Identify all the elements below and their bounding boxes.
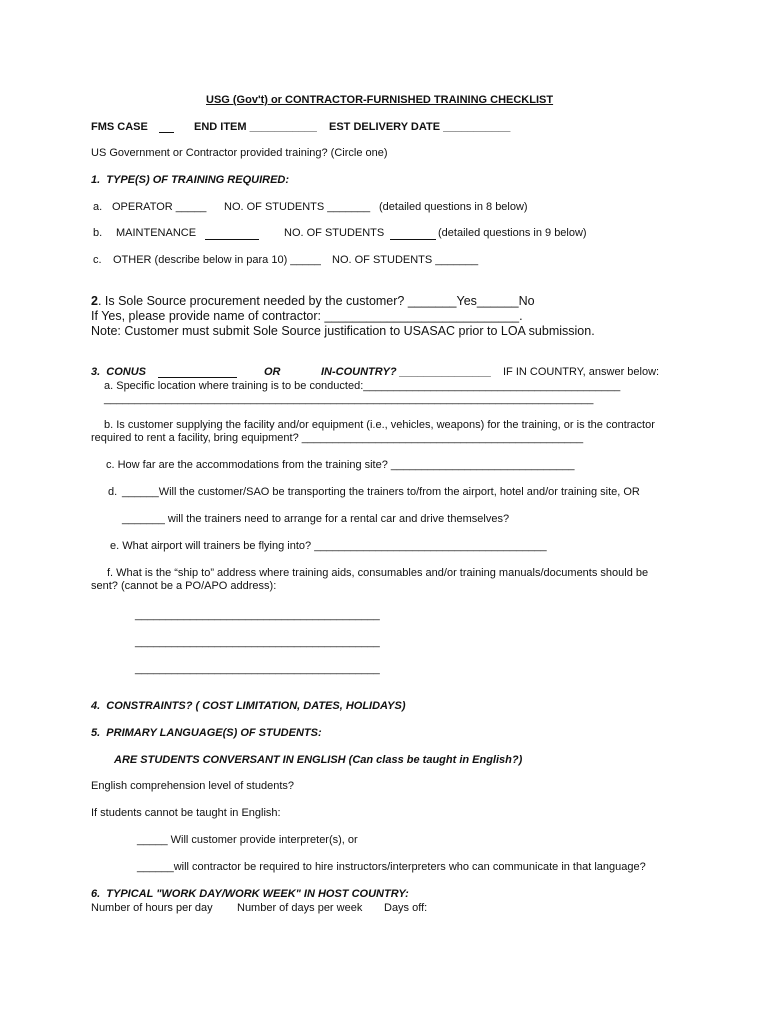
section-3-conus: 3. CONUS (91, 366, 147, 378)
days-per-week-label: Number of days per week (237, 902, 363, 914)
section-6-heading: 6. TYPICAL "WORK DAY/WORK WEEK" IN HOST COUNTRY: (91, 888, 409, 900)
fms-case-label: FMS CASE (91, 121, 148, 133)
facility-question-line1: b. Is customer supplying the facility and/or equipment (i.e., vehicles, weapons) for the training, or is the contractor (104, 419, 655, 431)
ship-to-question-line2: sent? (cannot be a PO/APO address): (91, 580, 277, 592)
item-c-letter: c. (93, 254, 102, 266)
no-english-question: If students cannot be taught in English: (91, 807, 281, 819)
section-3-ifin: IF IN COUNTRY, answer below: (503, 366, 660, 378)
hire-instructors-option[interactable]: ______will contractor be required to hire instructors/interpreters who can communicate in that language? (137, 861, 646, 873)
rental-car-option[interactable]: _______ will the trainers need to arrange for a rental car and drive themselves? (122, 513, 510, 525)
operator-note: (detailed questions in 8 below) (379, 201, 528, 213)
other-students-field[interactable]: NO. OF STUDENTS _______ (332, 254, 479, 266)
intro-question: US Government or Contractor provided training? (Circle one) (91, 147, 388, 159)
conus-field[interactable] (158, 377, 237, 378)
section-2-number: 2 (91, 294, 98, 308)
training-location-continued[interactable]: ________________________________________________________________________________ (104, 393, 594, 405)
ship-to-question-line1: f. What is the “ship to” address where training aids, consumables and/or training manuals/documents should be (107, 567, 649, 579)
section-5-heading: 5. PRIMARY LANGUAGE(S) OF STUDENTS: (91, 727, 322, 739)
operator-option[interactable]: OPERATOR _____ (112, 201, 207, 213)
section-2-question (91, 294, 535, 309)
item-b-letter: b. (93, 227, 103, 239)
section-1-heading: 1. TYPE(S) OF TRAINING REQUIRED: (91, 174, 290, 186)
maintenance-option[interactable]: MAINTENANCE (116, 227, 197, 239)
section-4-heading: 4. CONSTRAINTS? ( COST LIMITATION, DATES, HOLIDAYS) (91, 700, 406, 712)
contractor-name-field[interactable]: If Yes, please provide name of contractor: ____________________________. (91, 309, 523, 323)
english-conversant-question: ARE STUDENTS CONVERSANT IN ENGLISH (Can class be taught in English?) (114, 754, 523, 766)
maintenance-students-field[interactable] (390, 239, 436, 240)
hours-per-day-label: Number of hours per day (91, 902, 213, 914)
document-title: USG (Gov't) or CONTRACTOR-FURNISHED TRAINING CHECKLIST (206, 94, 554, 106)
maintenance-field[interactable] (205, 239, 259, 240)
facility-question-field[interactable]: required to rent a facility, bring equipment? ______________________________________________ (91, 432, 584, 444)
accommodations-distance-field[interactable]: c. How far are the accommodations from the training site? ______________________________ (106, 459, 575, 471)
interpreter-option[interactable]: _____ Will customer provide interpreter(s), or (137, 834, 358, 846)
sole-source-note: Note: Customer must submit Sole Source justification to USASAC prior to LOA submission. (91, 324, 595, 338)
ship-to-address-line[interactable]: ________________________________________ (135, 609, 380, 621)
transport-option[interactable]: ______Will the customer/SAO be transporting the trainers to/from the airport, hotel and/or training site, OR (122, 486, 640, 498)
ship-to-address-line[interactable]: ________________________________________ (135, 636, 380, 648)
days-off-label: Days off: (384, 902, 428, 914)
ship-to-address-line[interactable]: ________________________________________ (135, 663, 380, 675)
other-option[interactable]: OTHER (describe below in para 10) _____ (113, 254, 321, 266)
item-a-letter: a. (93, 201, 103, 213)
maintenance-students-label: NO. OF STUDENTS (284, 227, 385, 239)
maintenance-note: (detailed questions in 9 below) (438, 227, 587, 239)
fms-case-field[interactable] (159, 132, 174, 133)
section-3-incountry[interactable]: IN-COUNTRY? _______________ (321, 366, 492, 378)
airport-field[interactable]: e. What airport will trainers be flying into? ______________________________________ (110, 540, 547, 552)
training-location-field[interactable]: a. Specific location where training is to be conducted:__________________________________________ (104, 380, 621, 392)
sole-source-question[interactable]: . Is Sole Source procurement needed by the customer? _______Yes______No (97, 294, 535, 308)
end-item-label: END ITEM ___________ (194, 121, 317, 133)
section-3-or: OR (264, 366, 281, 378)
est-delivery-label: EST DELIVERY DATE ___________ (329, 121, 511, 133)
english-level-question: English comprehension level of students? (91, 780, 295, 792)
item-d-letter: d. (108, 486, 118, 498)
operator-students-field[interactable]: NO. OF STUDENTS _______ (224, 201, 371, 213)
